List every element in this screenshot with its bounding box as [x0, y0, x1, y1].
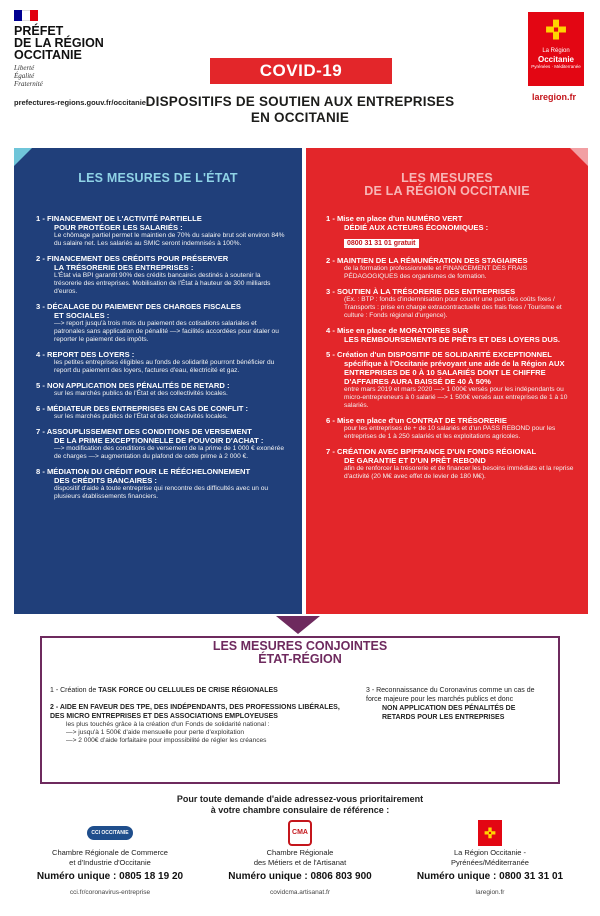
prefet-logo: [14, 10, 214, 88]
region-url[interactable]: laregion.fr: [532, 92, 577, 102]
region-footer-logo: ✜: [478, 820, 502, 846]
down-arrow-icon: [276, 616, 320, 634]
measure-item: [36, 302, 288, 344]
measure-subtitle: spécifique à l'Occitanie prévoyant une aide de la Région AUX ENTREPRISES DE 0 À 10 SALARIÉS DONT LE CHIFFRE D'AFFAIRES AURA BAISSÉ DE 40 À 50%: [344, 359, 565, 386]
measure-title: 7 - CRÉATION AVEC BPIFRANCE D'UN FONDS RÉGIONAL: [326, 447, 537, 456]
measure-item: [326, 416, 580, 441]
page-title: DISPOSITIFS DE SOUTIEN AUX ENTREPRISES EN OCCITANIE: [145, 94, 455, 125]
measure-text: (Ex. : BTP : fonds d'indemnisation pour couvrir une part des coûts fixes / Transports : prise en charge extracontractuelle des frais fixes / Tourisme et culture : Fonds régional d'urgence).: [344, 296, 562, 319]
measure-item: [36, 214, 288, 248]
measure-item: [36, 381, 288, 398]
measure-title: 4 - REPORT DES LOYERS :: [36, 350, 135, 359]
measure-item: [36, 427, 288, 461]
prefet-title-1: PRÉFET: [14, 24, 64, 38]
measure-title: 8 - MÉDIATION DU CRÉDIT POUR LE RÉÉCHELONNEMENT: [36, 467, 251, 476]
region-measures-panel: [306, 148, 588, 614]
measure-subtitle: LA TRÉSORERIE DES ENTREPRISES :: [54, 263, 194, 272]
occitan-cross-icon: ✜: [545, 15, 567, 45]
prefet-url[interactable]: prefectures-regions.gouv.fr/occitanie: [14, 98, 146, 107]
cci-logo: CCI OCCITANIE: [87, 826, 133, 840]
covid-banner: COVID-19: [210, 58, 392, 84]
region-logo: ✜ La Région Occitanie Pyrénées · Méditerranée: [528, 12, 584, 86]
cci-url[interactable]: cci.fr/coronavirus-entreprise: [69, 889, 151, 896]
joint-item-2-title: 2 - AIDE EN FAVEUR DES TPE, DES INDÉPENDANTS, DES PROFESSIONS LIBÉRALES, DES MICRO ENTREPRISES ET DES ASSOCIATIONS EMPLOYEUSES: [50, 704, 340, 720]
cma-logo: CMA: [288, 820, 312, 846]
state-measures-panel: [14, 148, 302, 614]
measure-text: —> report jusqu'à trois mois du paiement des cotisations salariales et patronales sans application de pénalité —> facilités accordées pour étaler ou reporter le paiement des impôts.: [54, 320, 279, 343]
cma-url[interactable]: covidcma.artisanat.fr: [270, 889, 330, 896]
measure-text: —> modification des conditions de versement de la prime de 1 000 € exonérée de charges —> augmentation du plafond de cette prime à 2 000 €.: [54, 445, 285, 460]
measure-title: 5 - NON APPLICATION DES PÉNALITÉS DE RETARD :: [36, 381, 230, 390]
measure-text: afin de renforcer la trésorerie et de financer les besoins immédiats et la reprise d'activité (20 M€ avec effet de levier de 180 M€).: [344, 465, 574, 480]
devise: Liberté Égalité Fraternité: [14, 64, 43, 88]
measure-item: [36, 350, 288, 375]
region-measures-list: [326, 214, 580, 487]
contact-cma: CMA Chambre Régionale des Métiers et de l'Artisanat Numéro unique : 0806 803 900 covidcma.artisanat.fr: [210, 818, 390, 898]
measure-text: Le chômage partiel permet le maintien de 70% du salaire brut soit environ 84% du salaire net. Les salariés au SMIC seront indemnisés à 100%.: [54, 232, 285, 247]
region-measures-heading: LES MESURES DE LA RÉGION OCCITANIE: [364, 171, 530, 198]
measure-item: [36, 467, 288, 501]
contact-region: ✜ La Région Occitanie - Pyrénées/Méditerranée Numéro unique : 0800 31 31 01 laregion.fr: [400, 818, 580, 898]
joint-item-3: 3 - Reconnaissance du Coronavirus comme un cas de force majeure pour les marchés publics et donc NON APPLICATION DES PÉNALITÉS DE RETARDS POUR LES ENTREPRISES: [366, 687, 535, 721]
joint-measures-list: [50, 686, 350, 745]
measure-title: 5 - Création d'un DISPOSITIF DE SOLIDARITÉ EXCEPTIONNEL: [326, 350, 552, 359]
joint-item-1: 1 - Création de TASK FORCE OU CELLULES DE CRISE RÉGIONALES: [50, 687, 278, 694]
measure-title: 2 - FINANCEMENT DES CRÉDITS POUR PRÉSERVER: [36, 254, 229, 263]
measure-title: 3 - DÉCALAGE DU PAIEMENT DES CHARGES FISCALES: [36, 302, 241, 311]
measure-text: sur les marchés publics de l'État et des collectivités locales.: [54, 413, 228, 420]
measure-subtitle: DE LA PRIME EXCEPTIONNELLE DE POUVOIR D'ACHAT :: [54, 436, 264, 445]
measure-subtitle: DES CRÉDITS BANCAIRES :: [54, 476, 157, 485]
measure-text: de la formation professionnelle et FINANCEMENT DES FRAIS PÉDAGOGIQUES des organismes de formation.: [344, 265, 528, 280]
region-phone[interactable]: Numéro unique : 0800 31 31 01: [416, 871, 564, 882]
measure-title: 3 - SOUTIEN À LA TRÉSORERIE DES ENTREPRISES: [326, 287, 516, 296]
joint-item-2-text-3: —> 2 000€ d'aide forfaitaire pour impossibilité de régler les créances: [66, 737, 267, 744]
measure-text: les petites entreprises éligibles au fonds de solidarité pourront bénéficier du report du paiement des loyers, factures d'eau, électricité et gaz.: [54, 359, 275, 374]
contact-cci: CCI OCCITANIE Chambre Régionale de Commerce et d'Industrie d'Occitanie Numéro unique : 0805 18 19 20 cci.fr/coronavirus-entreprise: [20, 818, 200, 898]
measure-item: [326, 256, 580, 281]
measure-text: pour les entreprises de + de 10 salariés et d'un PASS REBOND pour les entreprises de 1 à 250 salariés et les exploitations agricoles.: [344, 425, 556, 440]
state-measures-list: [36, 214, 288, 507]
measure-title: 6 - MÉDIATEUR DES ENTREPRISES EN CAS DE CONFLIT :: [36, 404, 249, 413]
measure-title: 1 - FINANCEMENT DE L'ACTIVITÉ PARTIELLE: [36, 214, 202, 223]
measure-title: 7 - ASSOUPLISSEMENT DES CONDITIONS DE VERSEMENT: [36, 427, 252, 436]
measure-title: 1 - Mise en place d'un NUMÉRO VERT: [326, 214, 463, 223]
cci-phone[interactable]: Numéro unique : 0805 18 19 20: [36, 871, 184, 882]
prefet-title-2: DE LA RÉGION: [14, 36, 104, 50]
joint-item-2-text-2: —> jusqu'à 1 500€ d'aide mensuelle pour perte d'exploitation: [66, 729, 245, 736]
measure-text: entre mars 2019 et mars 2020 —> 1 000€ versés pour les indépendants ou micro-entrepreneurs à 0 salarié —> 1 500€ versés aux entreprises de 1 à 10 salariés.: [344, 386, 568, 409]
footer-lead: Pour toute demande d'aide adressez-vous prioritairement à votre chambre consulaire de référence :: [176, 794, 424, 815]
measure-text: sur les marchés publics de l'État et des collectivités locales.: [54, 390, 228, 397]
measure-item: [326, 326, 580, 344]
state-measures-heading: LES MESURES DE L'ÉTAT: [78, 171, 238, 185]
prefet-title-3: OCCITANIE: [14, 48, 82, 62]
measure-item: [326, 447, 580, 481]
measure-item: [326, 287, 580, 320]
corner-decoration: [570, 148, 588, 166]
measure-item: [36, 254, 288, 296]
flag-icon: [14, 10, 38, 21]
measure-item: [36, 404, 288, 421]
joint-item-2-text-1: les plus touchés grâce à la création d'un Fonds de solidarité national :: [66, 721, 270, 728]
region-footer-url[interactable]: laregion.fr: [475, 889, 505, 896]
measure-subtitle: LES REMBOURSEMENTS DE PRÊTS ET DES LOYERS DUS.: [344, 335, 561, 344]
measure-item: [326, 350, 580, 410]
corner-decoration: [14, 148, 32, 166]
cma-phone[interactable]: Numéro unique : 0806 803 900: [228, 871, 372, 882]
measure-subtitle: ET SOCIALES :: [54, 311, 110, 320]
measure-title: 2 - MAINTIEN DE LA RÉMUNÉRATION DES STAGIAIRES: [326, 256, 528, 265]
green-number-badge[interactable]: 0800 31 31 01 gratuit: [344, 239, 419, 248]
measure-subtitle: DÉDIÉ AUX ACTEURS ÉCONOMIQUES :: [344, 223, 489, 232]
measure-title: 4 - Mise en place de MORATOIRES SUR: [326, 326, 469, 335]
measure-subtitle: POUR PROTÉGER LES SALARIÉS :: [54, 223, 183, 232]
measure-text: L'État via BPI garantit 90% des crédits bancaires destinés à soutenir la trésorerie des entreprises. Mobilisation de l'État à hauteur de 300 milliards d'euros.: [54, 272, 271, 295]
measure-text: dispositif d'aide à toute entreprise qui rencontre des difficultés avec un ou plusieurs établissements financiers.: [54, 485, 269, 500]
measure-title: 6 - Mise en place d'un CONTRAT DE TRÉSORERIE: [326, 416, 507, 425]
measure-item: [326, 214, 580, 250]
measure-subtitle: DE GARANTIE ET D'UN PRÊT REBOND: [344, 456, 486, 465]
joint-measures-heading: LES MESURES CONJOINTES ÉTAT-RÉGION: [212, 639, 388, 666]
